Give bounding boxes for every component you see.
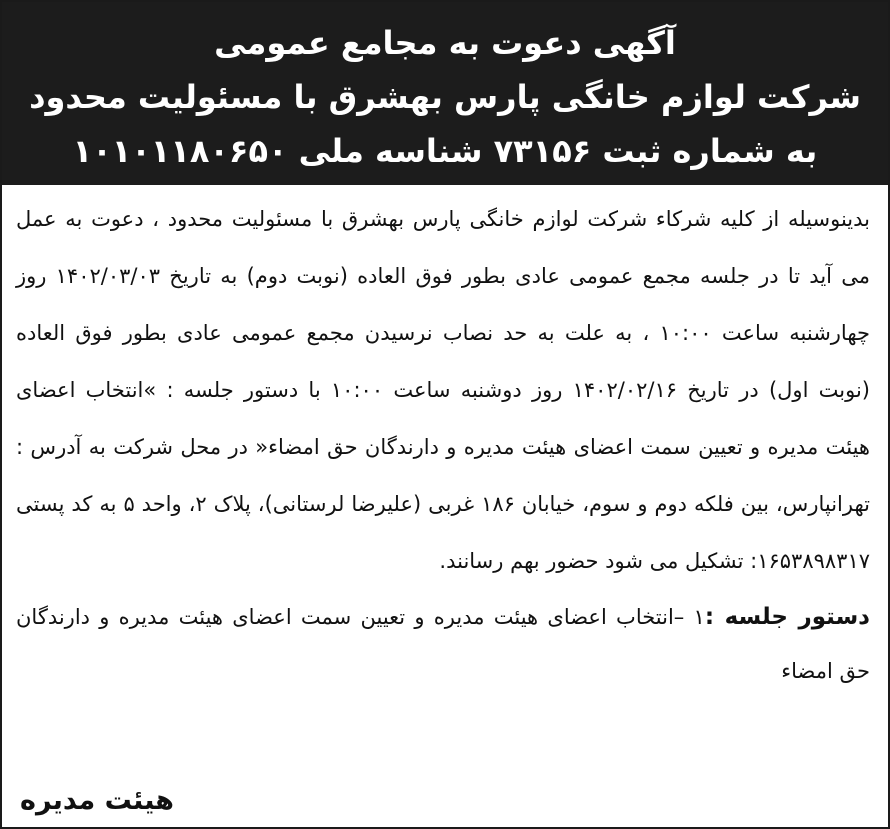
registration-info: به شماره ثبت ۷۳۱۵۶ شناسه ملی ۱۰۱۰۱۱۸۰۶۵۰ <box>72 132 818 170</box>
announcement-title: آگهی دعوت به مجامع عمومی <box>214 24 676 62</box>
company-name: شرکت لوازم خانگی پارس بهشرق با مسئولیت محدود <box>29 78 861 116</box>
announcement-body <box>2 185 888 698</box>
agenda-text: ۱ –انتخاب اعضای هیئت مدیره و تعیین سمت اعضای هیئت مدیره و دارندگان حق امضاء <box>16 605 870 683</box>
invitation-paragraph: بدینوسیله از کلیه شرکاء شرکت لوازم خانگی پارس بهشرق با مسئولیت محدود ، دعوت به عمل می آید تا در جلسه مجمع عمومی عادی بطور فوق العاده (نوبت دوم) به تاریخ ۱۴۰۲/۰۳/۰۳ روز چهارشنبه ساعت ۱۰:۰۰ ، به علت به حد نصاب نرسیدن مجمع عمومی عادی بطور فوق العاده (نوبت اول) در تاریخ ۱۴۰۲/۰۲/۱۶ روز دوشنبه ساعت ۱۰:۰۰ با دستور جلسه : »انتخاب اعضای هیئت مدیره و تعیین سمت اعضای هیئت مدیره و دارندگان حق امضاء« در محل شرکت به آدرس : تهرانپارس، بین فلکه دوم و سوم، خیابان ۱۸۶ غربی (علیرضا لرستانی)، پلاک ۲، واحد ۵ به کد پستی ۱۶۵۳۸۹۸۳۱۷: تشکیل می شود حضور بهم رسانند. <box>16 207 870 573</box>
announcement-header <box>2 2 888 185</box>
agenda-paragraph <box>16 590 870 698</box>
agenda-label: دستور جلسه : <box>704 604 870 630</box>
board-signature: هیئت مدیره <box>20 785 174 816</box>
